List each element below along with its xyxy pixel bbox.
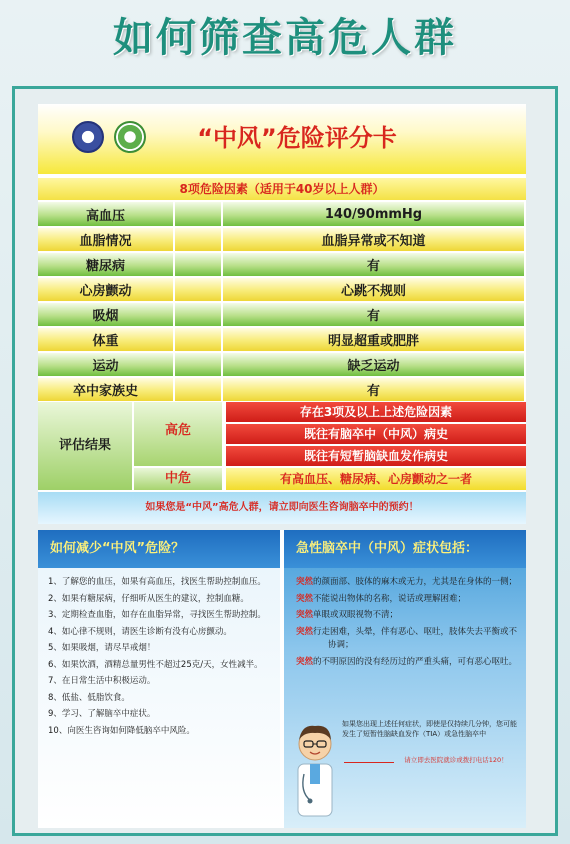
- high-risk-criterion: 既往有短暂脑缺血发作病史: [226, 446, 526, 466]
- factor-name: 糖尿病: [38, 252, 174, 277]
- evaluation-label: 评估结果: [38, 402, 132, 490]
- factor-value: 有: [222, 302, 525, 327]
- symptoms-column: [284, 530, 526, 828]
- list-item: 8、低盐、低脂饮食。: [48, 692, 130, 703]
- symptom-text: 的颜面部、肢体的麻木或无力，尤其是在身体的一侧；: [313, 577, 518, 587]
- list-item: 6、如果饮酒，酒精总量男性不超过25克/天，女性减半。: [48, 659, 263, 670]
- mid-risk-criterion: 有高血压、糖尿病、心房颤动之一者: [226, 468, 526, 490]
- card-title: “中风”危险评分卡: [197, 124, 397, 152]
- factor-name: 心房颤动: [38, 277, 174, 302]
- factor-name: 体重: [38, 327, 174, 352]
- symptoms-heading: 急性脑卒中（中风）症状包括：: [284, 530, 526, 568]
- high-risk-criterion: 既往有脑卒中（中风）病史: [226, 424, 526, 444]
- reduce-risk-list: [48, 576, 274, 741]
- symptom-text: 的不明原因的没有经历过的严重头痛，可有恶心呕吐。: [313, 656, 518, 667]
- list-item: 10、向医生咨询如何降低脑卒中风险。: [48, 725, 195, 736]
- table-row: [38, 327, 525, 352]
- table-row: [38, 227, 525, 252]
- list-item: [296, 656, 518, 670]
- symptom-speech-text: 如果您出现上述任何症状，即使是仅持续几分钟，您可能发生了短暂性脑缺血发作（TIA）或急性脑卒中: [342, 720, 517, 738]
- high-risk-label: 高危: [134, 402, 222, 466]
- symptom-text: 不能说出物体的名称，说话或理解困难；: [313, 593, 467, 604]
- list-item: [296, 626, 518, 653]
- list-item: 4、如心律不规则，请医生诊断有没有心房颤动。: [48, 626, 232, 637]
- factor-name: 高血压: [38, 202, 174, 227]
- info-panel: [38, 530, 526, 828]
- consult-notice: 如果您是“中风”高危人群，请立即向医生咨询脑卒中的预约！: [38, 492, 526, 524]
- table-row: [38, 352, 525, 377]
- list-item: 9、学习、了解脑卒中症状。: [48, 709, 156, 719]
- doctor-illustration: [290, 714, 340, 822]
- factor-value: 140/90mmHg: [222, 202, 525, 227]
- symptoms-list: [296, 576, 518, 672]
- factor-name: 运动: [38, 352, 174, 377]
- symptom-prefix: 突然: [296, 626, 314, 637]
- callout-line: [344, 762, 394, 763]
- symptom-text: 行走困难，头晕，伴有恶心、呕吐，肢体失去平衡或不协调；: [313, 626, 518, 650]
- factor-value: 有: [222, 377, 525, 402]
- evaluation-section: [38, 402, 526, 490]
- symptom-prefix: 突然: [296, 593, 314, 604]
- emergency-call-text: 请立即去医院就诊或拨打电话120！: [404, 756, 508, 764]
- list-item: 3、定期检查血脂，如存在血脂异常，寻找医生帮助控制。: [48, 610, 266, 620]
- factor-value: 血脂异常或不知道: [222, 227, 525, 252]
- list-item: 1、了解您的血压，如果有高血压，找医生帮助控制血压。: [48, 577, 266, 587]
- factor-value: 明显超重或肥胖: [222, 327, 525, 352]
- table-row: [38, 377, 525, 402]
- symptom-prefix: 突然: [296, 577, 314, 587]
- list-item: 7、在日常生活中积极运动。: [48, 676, 156, 686]
- factor-name: 卒中家族史: [38, 377, 174, 402]
- card-subtitle: 8项危险因素（适用于40岁以上人群）: [38, 178, 526, 200]
- factor-name: 血脂情况: [38, 227, 174, 252]
- risk-factor-table: [38, 202, 526, 403]
- factor-value: 缺乏运动: [222, 352, 525, 377]
- mid-risk-label: 中危: [134, 468, 222, 490]
- factor-value: 心跳不规则: [222, 277, 525, 302]
- table-row: [38, 277, 525, 302]
- factor-value: 有: [222, 252, 525, 277]
- table-row: [38, 252, 525, 277]
- risk-score-card: [38, 104, 526, 524]
- table-row: [38, 202, 525, 227]
- symptom-prefix: 突然: [296, 610, 314, 620]
- card-header: [38, 104, 526, 174]
- factor-name: 吸烟: [38, 302, 174, 327]
- symptom-prefix: 突然: [296, 656, 314, 667]
- high-risk-criterion: 存在3项及以上上述危险因素: [226, 402, 526, 422]
- list-item: [296, 609, 518, 623]
- page-title: 如何筛查高危人群: [113, 15, 457, 61]
- list-item: [296, 593, 518, 607]
- list-item: 2、如果有糖尿病，仔细听从医生的建议，控制血糖。: [48, 593, 249, 604]
- reduce-risk-heading: 如何减少“中风”危险？: [38, 530, 280, 568]
- symptom-text: 单眼或双眼视物不清；: [313, 610, 399, 620]
- list-item: [296, 576, 518, 590]
- reduce-risk-column: [38, 530, 280, 828]
- table-row: [38, 302, 525, 327]
- list-item: 5、如果吸烟，请尽早戒烟！: [48, 643, 156, 653]
